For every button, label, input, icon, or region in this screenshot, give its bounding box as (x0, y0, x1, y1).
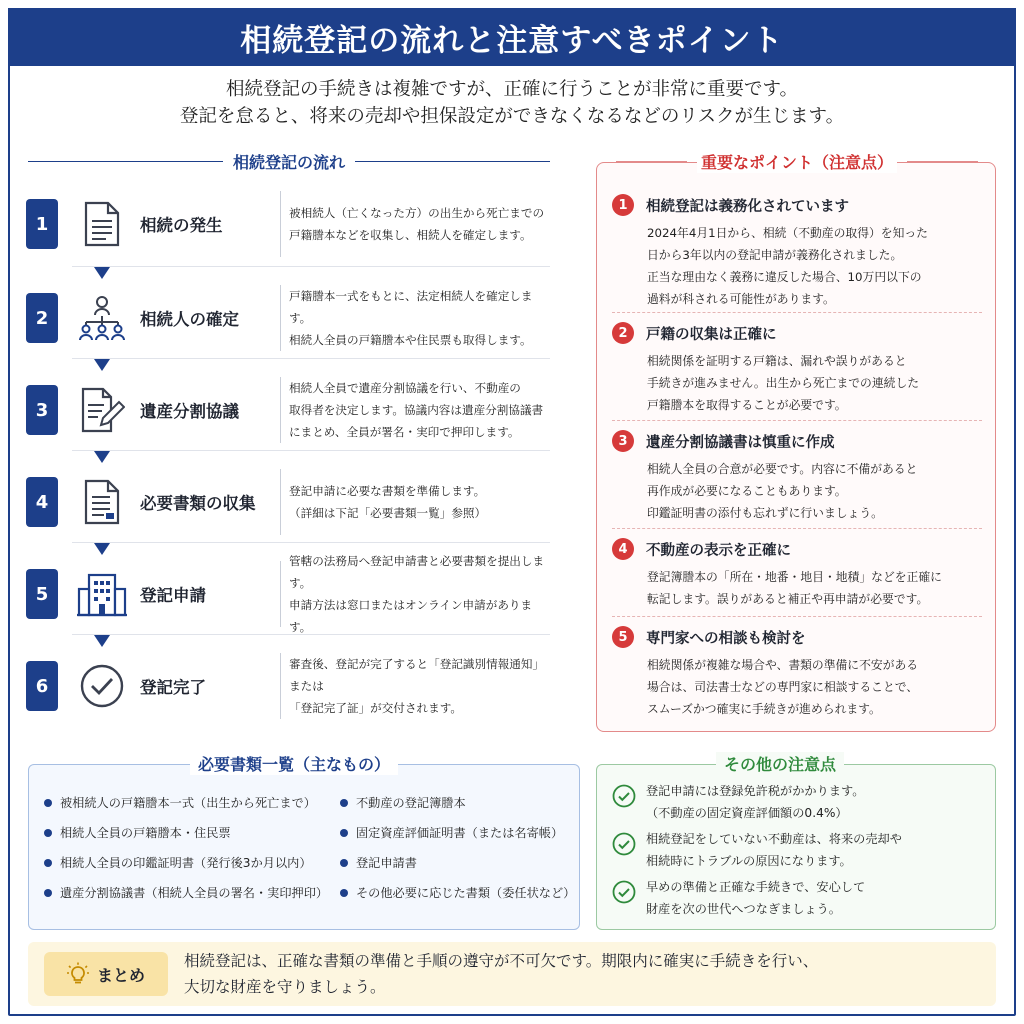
summary-line: 大切な財産を守りましょう。 (184, 978, 386, 996)
step-desc (280, 191, 550, 257)
step-desc-line: 「登記完了証」が交付されます。 (289, 701, 462, 715)
step-name: 登記完了 (140, 678, 206, 697)
list-item-label: その他必要に応じた書類（委任状など） (356, 886, 576, 900)
lightbulb-icon (67, 962, 89, 986)
kp-line: スムーズかつ確実に手続きが進められます。 (647, 702, 881, 716)
key-point-desc (647, 566, 984, 610)
documents-icon (76, 476, 128, 528)
summary-tag (44, 952, 168, 996)
list-item-label: 遺産分割協議書（相続人全員の署名・実印押印） (60, 886, 329, 900)
kp-line: 再作成が必要になることもあります。 (647, 484, 847, 498)
building-icon (76, 568, 128, 620)
step-desc-line: にまとめ、全員が署名・実印で押印します。 (289, 425, 520, 439)
step-desc-line: （詳細は下記「必要書類一覧」参照） (289, 506, 487, 520)
list-item (340, 882, 580, 903)
step-desc-line: 管轄の法務局へ登記申請書と必要書類を提出します。 (289, 554, 545, 590)
kp-line: 手続きが進みません。出生から死亡までの連続した (647, 376, 920, 390)
bullet-icon (44, 799, 52, 807)
divider (72, 634, 550, 635)
key-points-heading-label: 重要なポイント（注意点） (697, 150, 897, 173)
intro-line: 相続登記の手続きは複雑ですが、正確に行うことが非常に重要です。 (225, 79, 799, 100)
key-point-desc (647, 350, 984, 416)
kp-line: 日から3年以内の登記申請が義務化されました。 (647, 248, 903, 262)
kp-line: 相続関係を証明する戸籍は、漏れや誤りがあると (647, 354, 907, 368)
bullet-icon (340, 889, 348, 897)
list-item (44, 852, 340, 873)
list-item-label: 不動産の登記簿謄本 (356, 796, 466, 810)
bullet-icon (340, 829, 348, 837)
other-note-line: （不動産の固定資産評価額の0.4%） (646, 806, 848, 820)
divider (72, 450, 550, 451)
list-item (340, 822, 580, 843)
divider (612, 528, 982, 529)
other-note (612, 876, 988, 920)
summary-label: まとめ (96, 965, 145, 985)
key-point-title: 遺産分割協議書は慎重に作成 (646, 434, 835, 451)
step-name: 登記申請 (140, 586, 206, 605)
list-item (44, 792, 340, 813)
list-item-label: 固定資産評価証明書（または名寄帳） (356, 826, 564, 840)
kp-line: 正当な理由なく義務に違反した場合、10万円以下の (647, 270, 922, 284)
other-note-line: 相続時にトラブルの原因になります。 (646, 854, 852, 868)
divider (72, 266, 550, 267)
key-point (612, 430, 984, 524)
step-desc-line: 取得者を決定します。協議内容は遺産分割協議書 (289, 403, 544, 417)
documents-list (44, 792, 584, 903)
flow-step (26, 554, 550, 634)
other-note (612, 828, 988, 872)
step-name: 相続人の確定 (140, 310, 239, 329)
step-desc (280, 377, 550, 443)
document-pen-icon (76, 384, 128, 436)
flow-step (26, 466, 550, 538)
step-number: 4 (26, 477, 58, 527)
step-desc (280, 469, 550, 535)
step-number: 5 (26, 569, 58, 619)
step-name: 必要書類の収集 (140, 494, 256, 513)
key-point (612, 194, 984, 310)
intro-line: 登記を怠ると、将来の売却や担保設定ができなくなるなどのリスクが生じます。 (179, 106, 845, 127)
key-point-desc (647, 458, 984, 524)
flow-step (26, 374, 550, 446)
key-point-title: 不動産の表示を正確に (646, 542, 791, 559)
list-item-label: 被相続人の戸籍謄本一式（出生から死亡まで） (60, 796, 316, 810)
step-name: 遺産分割協議 (140, 402, 239, 421)
flow-step (26, 650, 550, 722)
arrow-down-icon (93, 634, 111, 648)
check-circle-icon (612, 784, 636, 808)
document-icon (76, 198, 128, 250)
key-point-title: 戸籍の収集は正確に (646, 326, 777, 343)
key-point-number: 3 (612, 430, 634, 452)
key-points-heading (616, 150, 978, 173)
intro-text (40, 76, 984, 130)
step-desc-line: 被相続人（亡くなった方）の出生から死亡までの (289, 206, 545, 220)
flow-step (26, 188, 550, 260)
list-item-label: 登記申請書 (356, 856, 417, 870)
key-point (612, 322, 984, 416)
bullet-icon (44, 889, 52, 897)
arrow-down-icon (93, 450, 111, 464)
bullet-icon (340, 859, 348, 867)
divider (612, 312, 982, 313)
kp-line: 印鑑証明書の添付も忘れずに行いましょう。 (647, 506, 883, 520)
arrow-down-icon (93, 542, 111, 556)
bullet-icon (340, 799, 348, 807)
check-circle-icon (612, 832, 636, 856)
key-point (612, 626, 984, 720)
step-desc-line: 登記申請に必要な書類を準備します。 (289, 484, 486, 498)
documents-heading: 必要書類一覧（主なもの） (190, 752, 398, 775)
key-point-desc (647, 654, 984, 720)
list-item-label: 相続人全員の戸籍謄本・住民票 (60, 826, 231, 840)
key-point-number: 4 (612, 538, 634, 560)
step-desc (280, 554, 550, 634)
summary-line: 相続登記は、正確な書類の準備と手順の遵守が不可欠です。期限内に確実に手続きを行い、 (184, 952, 819, 970)
step-desc-line: 戸籍謄本などを収集し、相続人を確定します。 (289, 228, 532, 242)
list-item (44, 822, 340, 843)
key-point-number: 5 (612, 626, 634, 648)
step-number: 1 (26, 199, 58, 249)
list-item (340, 792, 580, 813)
family-tree-icon (76, 292, 128, 344)
other-note-line: 財産を次の世代へつなぎましょう。 (646, 902, 841, 916)
kp-line: 相続関係が複雑な場合や、書類の準備に不安がある (647, 658, 919, 672)
other-note-line: 登記申請には登録免許税がかかります。 (646, 784, 865, 798)
step-desc-line: 申請方法は窓口またはオンライン申請があります。 (289, 598, 533, 634)
flow-step (26, 282, 550, 354)
list-item-label: 相続人全員の印鑑証明書（発行後3か月以内） (60, 856, 312, 870)
page-title: 相続登記の流れと注意すべきポイント (8, 8, 1016, 66)
step-desc-line: 相続人全員の戸籍謄本や住民票も取得します。 (289, 333, 532, 347)
step-name: 相続の発生 (140, 216, 223, 235)
flow-heading-label: 相続登記の流れ (233, 153, 346, 172)
step-number: 6 (26, 661, 58, 711)
step-desc-line: 相続人全員で遺産分割協議を行い、不動産の (289, 381, 521, 395)
other-note-line: 相続登記をしていない不動産は、将来の売却や (646, 832, 902, 846)
divider (612, 420, 982, 421)
arrow-down-icon (93, 266, 111, 280)
bullet-icon (44, 859, 52, 867)
divider (72, 358, 550, 359)
key-point (612, 538, 984, 610)
check-circle-icon (76, 660, 128, 712)
kp-line: 転記します。誤りがあると補正や再申請が必要です。 (647, 592, 929, 606)
summary-text (184, 948, 984, 1000)
key-point-desc (647, 222, 984, 310)
list-item (44, 882, 340, 903)
kp-line: 2024年4月1日から、相続（不動産の取得）を知った (647, 226, 928, 240)
kp-line: 場合は、司法書士などの専門家に相談することで、 (647, 680, 919, 694)
arrow-down-icon (93, 358, 111, 372)
other-notes-heading: その他の注意点 (716, 752, 844, 775)
key-point-title: 相続登記は義務化されています (646, 198, 849, 215)
kp-line: 登記簿謄本の「所在・地番・地目・地積」などを正確に (647, 570, 942, 584)
key-point-number: 1 (612, 194, 634, 216)
divider (612, 616, 982, 617)
step-number: 3 (26, 385, 58, 435)
step-desc (280, 653, 550, 719)
kp-line: 過料が科される可能性があります。 (647, 292, 835, 306)
list-item (340, 852, 580, 873)
step-desc (280, 285, 550, 351)
check-circle-icon (612, 880, 636, 904)
kp-line: 相続人全員の合意が必要です。内容に不備があると (647, 462, 918, 476)
key-point-title: 専門家への相談も検討を (646, 630, 806, 647)
other-note (612, 780, 988, 824)
other-note-line: 早めの準備と正確な手続きで、安心して (646, 880, 866, 894)
step-number: 2 (26, 293, 58, 343)
step-desc-line: 審査後、登記が完了すると「登記識別情報通知」または (289, 657, 545, 693)
bullet-icon (44, 829, 52, 837)
flow-heading (28, 150, 550, 173)
divider (72, 542, 550, 543)
kp-line: 戸籍謄本を取得することが必要です。 (647, 398, 847, 412)
key-point-number: 2 (612, 322, 634, 344)
step-desc-line: 戸籍謄本一式をもとに、法定相続人を確定します。 (289, 289, 533, 325)
